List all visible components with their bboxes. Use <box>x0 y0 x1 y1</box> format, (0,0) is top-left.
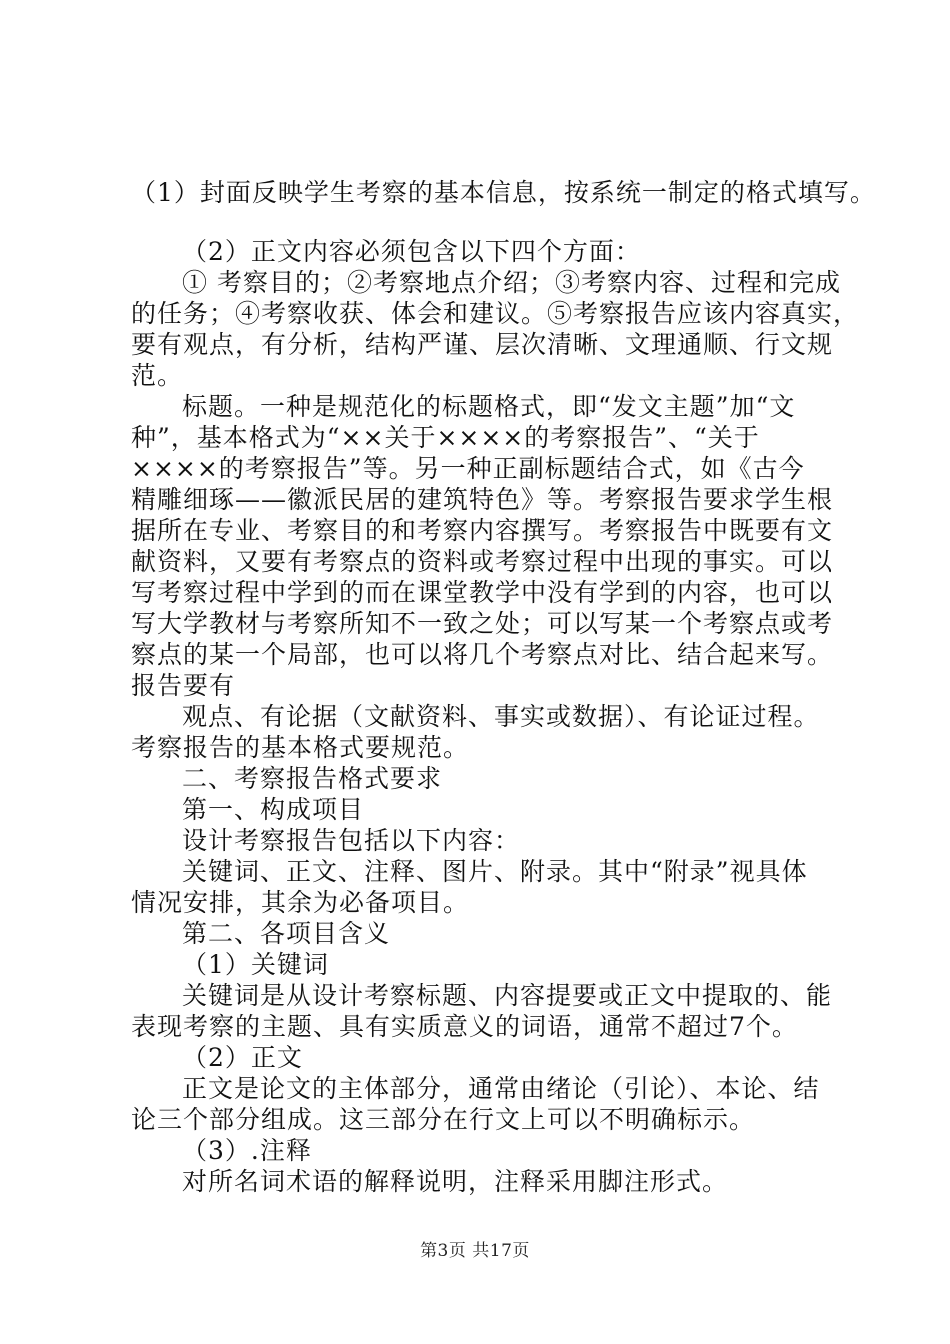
subsection-heading: 第二、各项目含义 <box>182 919 391 948</box>
paragraph-line: （2）正文内容必须包含以下四个方面： <box>182 237 641 266</box>
paragraph-line: ① 考察目的；②考察地点介绍；③考察内容、过程和完成 <box>182 268 841 297</box>
paragraph-line: 论三个部分组成。这三部分在行文上可以不明确标示。 <box>131 1105 756 1134</box>
paragraph-line: 表现考察的主题、具有实质意义的词语，通常不超过7个。 <box>131 1012 798 1041</box>
item-heading: （3）.注释 <box>182 1136 312 1165</box>
paragraph-line: 考察报告的基本格式要规范。 <box>131 733 470 762</box>
subsection-heading: 第一、构成项目 <box>182 795 365 824</box>
paragraph-line: 对所名词术语的解释说明，注释采用脚注形式。 <box>182 1167 729 1196</box>
paragraph-line: 正文是论文的主体部分，通常由绪论（引论）、本论、结 <box>182 1074 820 1103</box>
paragraph-line: 情况安排，其余为必备项目。 <box>131 888 470 917</box>
paragraph-line: ××××的考察报告”等。另一种正副标题结合式，如《古今 <box>131 454 805 483</box>
section-heading: 二、考察报告格式要求 <box>182 764 443 793</box>
paragraph-line: 标题。一种是规范化的标题格式，即“发文主题”加“文 <box>182 392 796 421</box>
item-heading: （2）正文 <box>182 1043 303 1072</box>
paragraph-line: 要有观点，有分析，结构严谨、层次清晰、文理通顺、行文规 <box>131 330 834 359</box>
paragraph-line: 献资料，又要有考察点的资料或考察过程中出现的事实。可以 <box>131 547 834 576</box>
paragraph-line: 观点、有论据（文献资料、事实或数据）、有论证过程。 <box>182 702 820 731</box>
paragraph-line: 写考察过程中学到的而在课堂教学中没有学到的内容，也可以 <box>131 578 834 607</box>
paragraph-line: 精雕细琢——徽派民居的建筑特色》等。考察报告要求学生根 <box>131 485 834 514</box>
paragraph-line: 报告要有 <box>131 671 236 700</box>
paragraph-line: 关键词、正文、注释、图片、附录。其中“附录”视具体 <box>182 857 808 886</box>
paragraph-line: 范。 <box>131 361 184 390</box>
paragraph-line: 写大学教材与考察所知不一致之处；可以写某一个考察点或考 <box>131 609 834 638</box>
page-number-footer: 第3页 共17页 <box>420 1241 530 1261</box>
paragraph-line: 设计考察报告包括以下内容： <box>182 826 521 855</box>
paragraph-line: 种”，基本格式为“××关于××××的考察报告”、“关于 <box>131 423 760 452</box>
paragraph-line: 据所在专业、考察目的和考察内容撰写。考察报告中既要有文 <box>131 516 834 545</box>
paragraph-line: （1）封面反映学生考察的基本信息，按系统一制定的格式填写。 <box>131 178 876 207</box>
paragraph-line: 关键词是从设计考察标题、内容提要或正文中提取的、能 <box>182 981 833 1010</box>
paragraph-line: 察点的某一个局部，也可以将几个考察点对比、结合起来写。 <box>131 640 834 669</box>
item-heading: （1）关键词 <box>182 950 329 979</box>
paragraph-line: 的任务；④考察收获、体会和建议。⑤考察报告应该内容真实， <box>131 299 860 328</box>
